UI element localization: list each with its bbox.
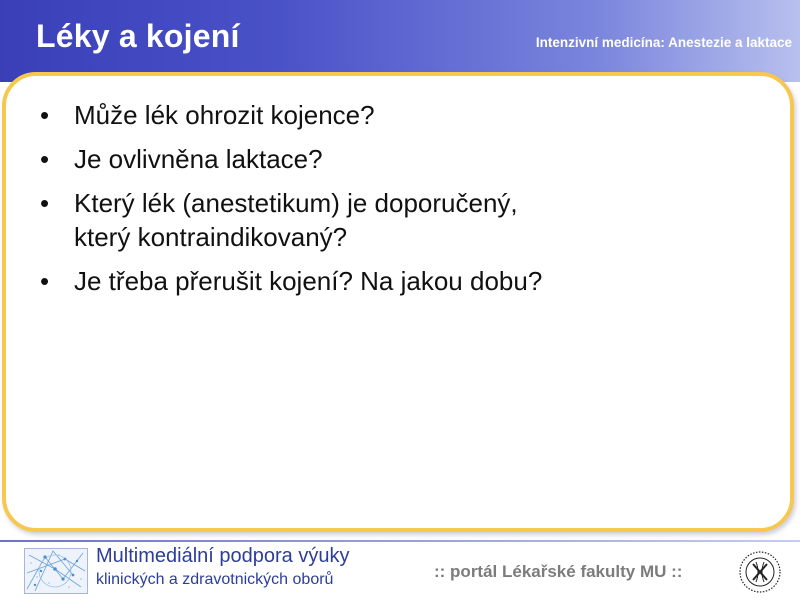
footer-divider <box>0 540 800 542</box>
footer-portal-link[interactable]: :: portál Lékařské fakulty MU :: <box>434 562 683 581</box>
bullet-marker: • <box>40 266 50 296</box>
bullet-marker: • <box>40 100 50 130</box>
footer-project-subtitle: klinických a zdravotnických oborů <box>96 571 334 588</box>
network-globe-icon <box>24 548 88 594</box>
university-emblem-icon <box>738 550 782 594</box>
slide-title: Léky a kojení <box>36 18 240 54</box>
footer-project-title: Multimediální podpora výuky <box>96 545 350 567</box>
bullet-item <box>40 186 542 254</box>
bullet-marker: • <box>40 188 50 218</box>
bullet-marker: • <box>40 144 50 174</box>
bullet-list <box>40 98 542 308</box>
bullet-item <box>40 142 542 176</box>
bullet-text: Který lék (anestetikum) je doporučený, který kontraindikovaný? <box>74 188 518 252</box>
bullet-text: Může lék ohrozit kojence? <box>74 100 375 130</box>
bullet-text: Je třeba přerušit kojení? Na jakou dobu? <box>74 266 543 296</box>
course-subtitle: Intenzivní medicína: Anestezie a laktace <box>535 35 792 50</box>
bullet-item <box>40 98 542 132</box>
bullet-text: Je ovlivněna laktace? <box>74 144 323 174</box>
bullet-item <box>40 264 542 298</box>
